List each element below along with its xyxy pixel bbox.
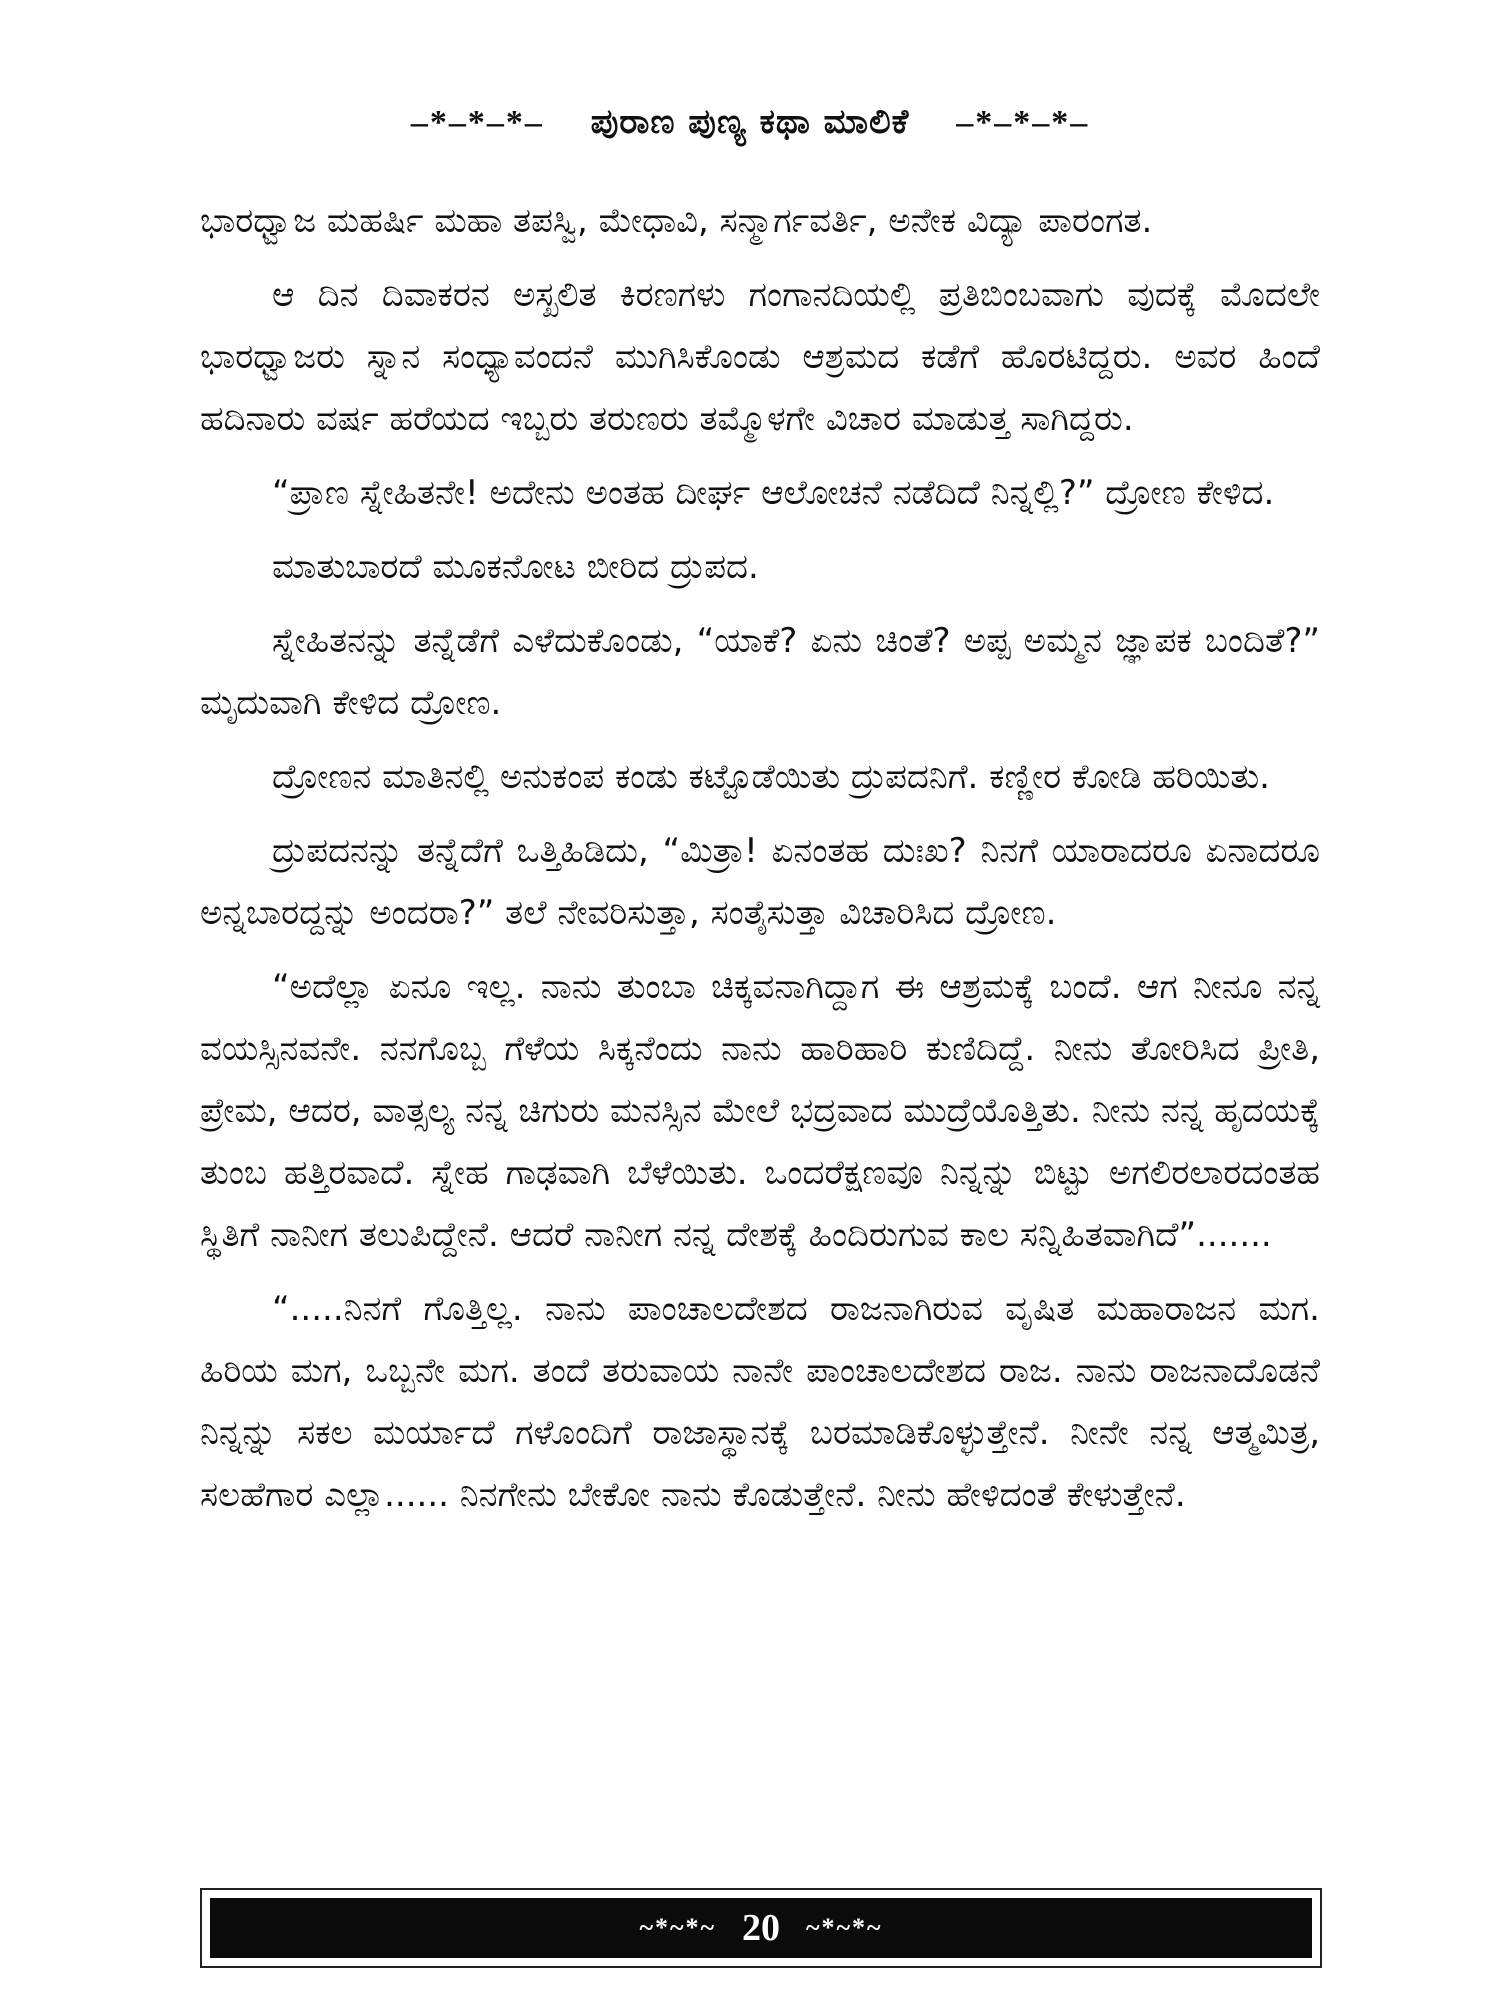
page-body <box>200 190 1320 1538</box>
running-header <box>0 102 1500 142</box>
paragraph-6: ದ್ರೋಣನ ಮಾತಿನಲ್ಲಿ ಅನುಕಂಪ ಕಂಡು ಕಟ್ಟೊಡೆಯಿತು ದ್ರುಪದನಿಗೆ. ಕಣ್ಣೀರ ಕೋಡಿ ಹರಿಯಿತು. <box>272 757 1270 797</box>
book-title: ಪುರಾಣ ಪುಣ್ಯ ಕಥಾ ಮಾಲಿಕೆ <box>590 102 910 142</box>
paragraph-8: “ಅದೆಲ್ಲಾ ಏನೂ ಇಲ್ಲ. ನಾನು ತುಂಬಾ ಚಿಕ್ಕವನಾಗಿದ್ದಾಗ ಈ ಆಶ್ರಮಕ್ಕೆ ಬಂದೆ. ಆಗ ನೀನೂ ನನ್ನ ವಯಸ್ಸಿನವನೇ. ನನಗೊಬ್ಬ ಗೆಳೆಯ ಸಿಕ್ಕನೆಂದು ನಾನು ಹಾರಿಹಾರಿ ಕುಣಿದಿದ್ದೆ. ನೀನು ತೋರಿಸಿದ ಪ್ರೀತಿ, ಪ್ರೇಮ, ಆದರ, ವಾತ್ಸಲ್ಯ ನನ್ನ ಚಿಗುರು ಮನಸ್ಸಿನ ಮೇಲೆ ಭದ್ರವಾದ ಮುದ್ರೆಯೊತ್ತಿತು. ನೀನು ನನ್ನ ಹೃದಯಕ್ಕೆ ತುಂಬ ಹತ್ತಿರವಾದೆ. ಸ್ನೇಹ ಗಾಢವಾಗಿ ಬೆಳೆಯಿತು. ಒಂದರೆಕ್ಷಣವೂ ನಿನ್ನನ್ನು ಬಿಟ್ಟು ಅಗಲಿರಲಾರದಂತಹ ಸ್ಥಿತಿಗೆ ನಾನೀಗ ತಲುಪಿದ್ದೇನೆ. ಆದರೆ ನಾನೀಗ ನನ್ನ ದೇಶಕ್ಕೆ ಹಿಂದಿರುಗುವ ಕಾಲ ಸನ್ನಿಹಿತವಾಗಿದೆ”....... <box>200 967 1320 1255</box>
footer-bar <box>210 1898 1312 1958</box>
paragraph-5: ಸ್ನೇಹಿತನನ್ನು ತನ್ನೆಡೆಗೆ ಎಳೆದುಕೊಂಡು, “ಯಾಕೆ? ಏನು ಚಿಂತೆ? ಅಪ್ಪ ಅಮ್ಮನ ಜ್ಞಾಪಕ ಬಂದಿತೆ?” ಮೃದುವಾಗಿ ಕೇಳಿದ ದ್ರೋಣ. <box>200 621 1320 723</box>
header-ornament-left: –*–*–*– <box>410 104 544 141</box>
page-footer <box>200 1888 1322 1968</box>
paragraph-3: “ಪ್ರಾಣ ಸ್ನೇಹಿತನೇ! ಅದೇನು ಅಂತಹ ದೀರ್ಘ ಆಲೋಚನೆ ನಡೆದಿದೆ ನಿನ್ನಲ್ಲಿ?” ದ್ರೋಣ ಕೇಳಿದ. <box>272 473 1275 513</box>
paragraph-2: ಆ ದಿನ ದಿವಾಕರನ ಅಸ್ಖಲಿತ ಕಿರಣಗಳು ಗಂಗಾನದಿಯಲ್ಲಿ ಪ್ರತಿಬಿಂಬವಾಗು ವುದಕ್ಕೆ ಮೊದಲೇ ಭಾರಧ್ವಾಜರು ಸ್ನಾನ ಸಂಧ್ಯಾವಂದನೆ ಮುಗಿಸಿಕೊಂಡು ಆಶ್ರಮದ ಕಡೆಗೆ ಹೊರಟಿದ್ದರು. ಅವರ ಹಿಂದೆ ಹದಿನಾರು ವರ್ಷ ಹರೆಯದ ಇಬ್ಬರು ತರುಣರು ತಮ್ಮೊಳಗೇ ವಿಚಾರ ಮಾಡುತ್ತ ಸಾಗಿದ್ದರು. <box>200 275 1320 439</box>
header-ornament-right: –*–*–*– <box>956 104 1090 141</box>
paragraph-7: ದ್ರುಪದನನ್ನು ತನ್ನೆದೆಗೆ ಒತ್ತಿಹಿಡಿದು, “ಮಿತ್ರಾ! ಏನಂತಹ ದುಃಖ? ನಿನಗೆ ಯಾರಾದರೂ ಏನಾದರೂ ಅನ್ನಬಾರದ್ದನ್ನು ಅಂದರಾ?” ತಲೆ ನೇವರಿಸುತ್ತಾ, ಸಂತೈಸುತ್ತಾ ವಿಚಾರಿಸಿದ ದ್ರೋಣ. <box>200 831 1320 933</box>
footer-ornament-right: ~*~*~ <box>806 1913 883 1942</box>
paragraph-4: ಮಾತುಬಾರದೆ ಮೂಕನೋಟ ಬೀರಿದ ದ್ರುಪದ. <box>272 547 759 587</box>
paragraph-1: ಭಾರಧ್ವಾಜ ಮಹರ್ಷಿ ಮಹಾ ತಪಸ್ವಿ, ಮೇಧಾವಿ, ಸನ್ಮಾರ್ಗವರ್ತಿ, ಅನೇಕ ವಿದ್ಯಾ ಪಾರಂಗತ. <box>200 201 1153 241</box>
paragraph-9: “.....ನಿನಗೆ ಗೊತ್ತಿಲ್ಲ. ನಾನು ಪಾಂಚಾಲದೇಶದ ರಾಜನಾಗಿರುವ ವೃಷಿತ ಮಹಾರಾಜನ ಮಗ. ಹಿರಿಯ ಮಗ, ಒಬ್ಬನೇ ಮಗ. ತಂದೆ ತರುವಾಯ ನಾನೇ ಪಾಂಚಾಲದೇಶದ ರಾಜ. ನಾನು ರಾಜನಾದೊಡನೆ ನಿನ್ನನ್ನು ಸಕಲ ಮರ್ಯಾದೆ ಗಳೊಂದಿಗೆ ರಾಜಾಸ್ಥಾನಕ್ಕೆ ಬರಮಾಡಿಕೊಳ್ಳುತ್ತೇನೆ. ನೀನೇ ನನ್ನ ಆತ್ಮಮಿತ್ರ, ಸಲಹೆಗಾರ ಎಲ್ಲಾ...... ನಿನಗೇನು ಬೇಕೋ ನಾನು ಕೊಡುತ್ತೇನೆ. ನೀನು ಹೇಳಿದಂತೆ ಕೇಳುತ್ತೇನೆ. <box>200 1289 1320 1515</box>
footer-ornament-left: ~*~*~ <box>639 1913 716 1942</box>
page-number: 20 <box>742 1907 780 1949</box>
